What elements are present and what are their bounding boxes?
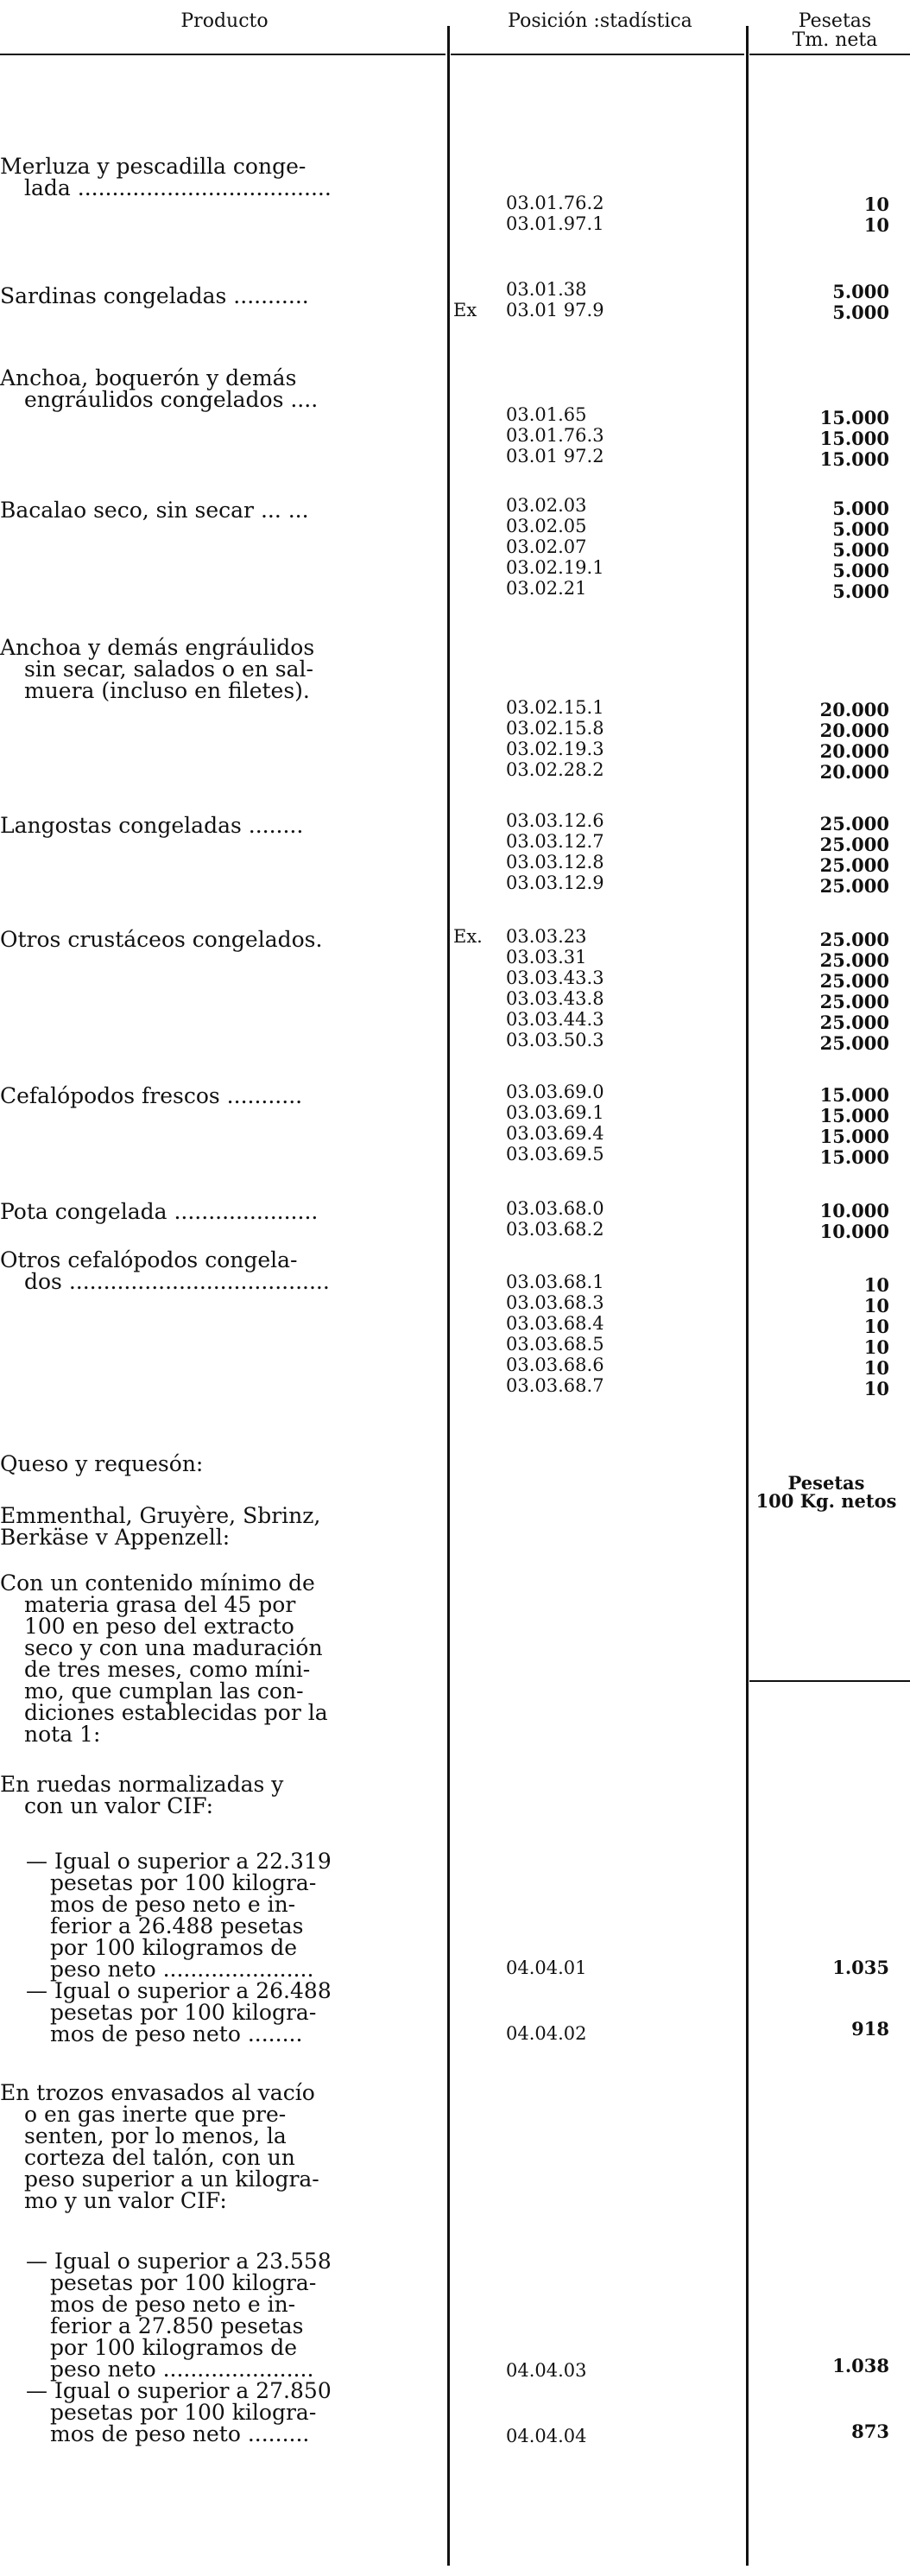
value-entry: 10 (863, 1274, 889, 1296)
text-line: Cefalópodos frescos ........... (0, 1083, 303, 1108)
text-line: engráulidos congelados .... (24, 387, 319, 412)
code-entry: 03.03.68.2 (506, 1219, 604, 1240)
code-entry: 03.03.69.1 (506, 1102, 604, 1123)
text-line: Emmenthal, Gruyère, Sbrinz, (0, 1503, 321, 1528)
text-line: mos de peso neto ........ (50, 2021, 303, 2046)
queso-ruedas (0, 1773, 442, 1817)
text-line: muera (incluso en filetes). (24, 678, 310, 703)
queso-unit-line: Pesetas (787, 1472, 865, 1494)
queso-unit-label (743, 1474, 910, 1510)
value-entry: 10 (863, 1336, 889, 1358)
text-line: — Igual o superior a 27.850 (26, 2378, 332, 2403)
text-line: Bacalao seco, sin secar ... ... (0, 498, 309, 523)
text-line: — Igual o superior a 26.488 (26, 1978, 332, 2003)
text-line: Pota congelada ..................... (0, 1199, 319, 1224)
text-line: materia grasa del 45 por (24, 1592, 296, 1617)
text-line: Anchoa y demás engráulidos (0, 635, 315, 660)
code-entry: 03.01.76.2 (506, 193, 604, 213)
value-entry: 20.000 (819, 761, 889, 783)
value-entry: 25.000 (819, 991, 889, 1012)
value-entry: 20.000 (819, 699, 889, 720)
header-rule-right (749, 54, 910, 55)
text-line: peso neto ...................... (50, 2357, 314, 2382)
code-entry: 03.03.12.6 (506, 810, 604, 831)
code-entry: 03.03.68.3 (506, 1292, 604, 1313)
value-entry: 25.000 (819, 854, 889, 876)
code-entry: 03.03.23 (506, 926, 587, 947)
row-sardinas-label (0, 285, 442, 307)
text-line: — Igual o superior a 23.558 (26, 2249, 332, 2274)
code-entry: 03.02.07 (506, 536, 587, 557)
text-line: pesetas por 100 kilogra- (50, 2000, 317, 2025)
code-entry: 03.03.68.7 (506, 1375, 604, 1396)
code-entry: 03.01.65 (506, 404, 587, 425)
text-line: nota 1: (24, 1722, 101, 1747)
text-line: peso neto ...................... (50, 1957, 314, 1982)
column-divider-right (746, 26, 749, 2566)
value-entry: 1.035 (832, 1957, 889, 1978)
queso-trozos-b (0, 2380, 442, 2445)
value-entry: 25.000 (819, 1012, 889, 1033)
value-entry: 20.000 (819, 720, 889, 741)
row-anchoa-salados-label (0, 637, 442, 701)
row-otros-cefalopodos-label (0, 1249, 442, 1292)
text-line: — Igual o superior a 22.319 (26, 1849, 332, 1874)
text-line: peso superior a un kilogra- (24, 2167, 319, 2192)
code-entry: 03.01 97.2 (506, 446, 604, 466)
code-entry: 04.04.01 (506, 1957, 587, 1978)
text-line: dos ...................................... (24, 1269, 330, 1294)
value-entry: 5.000 (832, 281, 889, 302)
ex-marker: Ex. (453, 926, 483, 947)
pesetas-label: Pesetas (798, 10, 872, 32)
text-line: senten, por lo menos, la (24, 2123, 287, 2148)
code-entry: 03.03.12.9 (506, 872, 604, 893)
text-line: corteza del talón, con un (24, 2145, 295, 2170)
text-line: o en gas inerte que pre- (24, 2102, 287, 2127)
queso-ruedas-a (0, 1850, 442, 1980)
value-entry: 10 (863, 1316, 889, 1337)
row-langostas-label (0, 815, 442, 836)
queso-unit-rule (749, 1680, 910, 1682)
value-entry: 5.000 (832, 518, 889, 540)
code-entry: 03.01.38 (506, 279, 587, 300)
queso-emmenthal (0, 1505, 442, 1548)
text-line: Queso y requesón: (0, 1451, 204, 1476)
queso-unit-line: 100 Kg. netos (755, 1490, 897, 1512)
text-line: Berkäse v Appenzell: (0, 1525, 231, 1550)
value-entry: 15.000 (819, 428, 889, 449)
value-entry: 10 (863, 1378, 889, 1399)
tm-neta-label: Tm. neta (792, 29, 878, 51)
text-line: Anchoa, boquerón y demás (0, 365, 297, 390)
value-entry: 15.000 (819, 407, 889, 428)
header-rule-left (0, 54, 446, 55)
value-entry: 5.000 (832, 560, 889, 581)
text-line: ferior a 27.850 pesetas (50, 2313, 304, 2338)
code-entry: 03.02.03 (506, 495, 587, 516)
queso-contenido (0, 1572, 442, 1745)
text-line: mos de peso neto e in- (50, 1892, 296, 1917)
value-entry: 1.038 (832, 2355, 889, 2376)
value-entry: 15.000 (819, 448, 889, 470)
code-entry: 04.04.02 (506, 2023, 587, 2044)
ex-marker: Ex (453, 300, 477, 320)
text-line: con un valor CIF: (24, 1793, 214, 1818)
value-entry: 25.000 (819, 875, 889, 897)
code-entry: 03.03.69.4 (506, 1123, 604, 1144)
text-line: por 100 kilogramos de (50, 2335, 297, 2360)
queso-trozos-a (0, 2250, 442, 2380)
text-line: Langostas congeladas ........ (0, 813, 304, 838)
column-header-pesetas (760, 12, 910, 50)
code-entry: 03.01.76.3 (506, 425, 604, 446)
text-line: por 100 kilogramos de (50, 1935, 297, 1960)
code-entry: 03.03.12.8 (506, 852, 604, 872)
text-line: Sardinas congeladas ........... (0, 283, 309, 308)
code-entry: 04.04.03 (506, 2360, 587, 2381)
text-line: Otros crustáceos congelados. (0, 927, 323, 952)
queso-title (0, 1453, 442, 1475)
column-header-posicion: Posición :stadística (508, 10, 692, 32)
code-entry: 03.01.97.1 (506, 213, 604, 234)
text-line: En trozos envasados al vacío (0, 2080, 315, 2105)
row-otros-crustaceos-label (0, 929, 442, 950)
value-entry: 10 (863, 1295, 889, 1317)
value-entry: 10 (863, 194, 889, 215)
text-line: 100 en peso del extracto (24, 1614, 294, 1639)
code-entry: 03.02.19.3 (506, 739, 604, 759)
text-line: diciones establecidas por la (24, 1700, 328, 1725)
value-entry: 15.000 (819, 1126, 889, 1147)
value-entry: 873 (851, 2421, 889, 2442)
text-line: de tres meses, como míni- (24, 1657, 311, 1682)
value-entry: 10 (863, 1357, 889, 1379)
text-line: Con un contenido mínimo de (0, 1570, 315, 1596)
row-pota-label (0, 1201, 442, 1222)
code-entry: 03.02.15.8 (506, 718, 604, 739)
code-entry: 04.04.04 (506, 2426, 587, 2446)
value-entry: 25.000 (819, 970, 889, 992)
value-entry: 25.000 (819, 813, 889, 834)
text-line: Otros cefalópodos congela- (0, 1247, 298, 1272)
text-line: pesetas por 100 kilogra- (50, 2270, 317, 2295)
row-merluza-label (0, 155, 442, 199)
column-divider-left (447, 26, 450, 2566)
text-line: mo, que cumplan las con- (24, 1678, 304, 1704)
value-entry: 20.000 (819, 740, 889, 762)
queso-ruedas-b (0, 1980, 442, 2045)
text-line: Merluza y pescadilla conge- (0, 154, 306, 179)
row-cefalopodos-label (0, 1085, 442, 1107)
header-rule-middle (451, 54, 744, 55)
value-entry: 25.000 (819, 1032, 889, 1054)
column-header-producto: Producto (180, 10, 269, 32)
value-entry: 10.000 (819, 1200, 889, 1221)
code-entry: 03.03.12.7 (506, 831, 604, 852)
value-entry: 15.000 (819, 1146, 889, 1168)
code-entry: 03.03.50.3 (506, 1030, 604, 1050)
code-entry: 03.02.15.1 (506, 697, 604, 718)
code-entry: 03.02.28.2 (506, 759, 604, 780)
text-line: lada ..................................... (24, 175, 332, 200)
code-entry: 03.03.69.0 (506, 1082, 604, 1102)
text-line: sin secar, salados o en sal- (24, 657, 313, 682)
code-entry: 03.03.69.5 (506, 1144, 604, 1164)
queso-trozos (0, 2082, 442, 2211)
row-anchoa-congelados-label (0, 367, 442, 410)
value-entry: 10.000 (819, 1221, 889, 1242)
value-entry: 5.000 (832, 498, 889, 519)
text-line: mo y un valor CIF: (24, 2188, 227, 2213)
code-entry: 03.03.31 (506, 947, 587, 968)
code-entry: 03.03.44.3 (506, 1009, 604, 1030)
code-entry: 03.03.68.5 (506, 1334, 604, 1355)
text-line: mos de peso neto e in- (50, 2292, 296, 2317)
text-line: ferior a 26.488 pesetas (50, 1913, 304, 1938)
code-entry: 03.02.19.1 (506, 557, 604, 578)
value-entry: 25.000 (819, 929, 889, 950)
value-entry: 5.000 (832, 301, 889, 323)
code-entry: 03.03.43.3 (506, 968, 604, 988)
row-bacalao-label (0, 499, 442, 521)
text-line: pesetas por 100 kilogra- (50, 2400, 317, 2425)
code-entry: 03.03.68.6 (506, 1355, 604, 1375)
code-entry: 03.03.43.8 (506, 988, 604, 1009)
code-entry: 03.02.21 (506, 578, 587, 599)
value-entry: 5.000 (832, 539, 889, 561)
value-entry: 15.000 (819, 1084, 889, 1106)
text-line: seco y con una maduración (24, 1635, 323, 1660)
code-entry: 03.03.68.4 (506, 1313, 604, 1334)
value-entry: 5.000 (832, 581, 889, 602)
text-line: pesetas por 100 kilogra- (50, 1870, 317, 1895)
value-entry: 25.000 (819, 834, 889, 855)
code-entry: 03.02.05 (506, 516, 587, 536)
text-line: mos de peso neto ......... (50, 2421, 310, 2446)
value-entry: 10 (863, 214, 889, 236)
code-entry: 03.03.68.1 (506, 1272, 604, 1292)
value-entry: 918 (851, 2018, 889, 2040)
code-entry: 03.03.68.0 (506, 1198, 604, 1219)
code-entry: 03.01 97.9 (506, 300, 604, 320)
value-entry: 25.000 (819, 949, 889, 971)
text-line: En ruedas normalizadas y (0, 1772, 284, 1797)
value-entry: 15.000 (819, 1105, 889, 1126)
